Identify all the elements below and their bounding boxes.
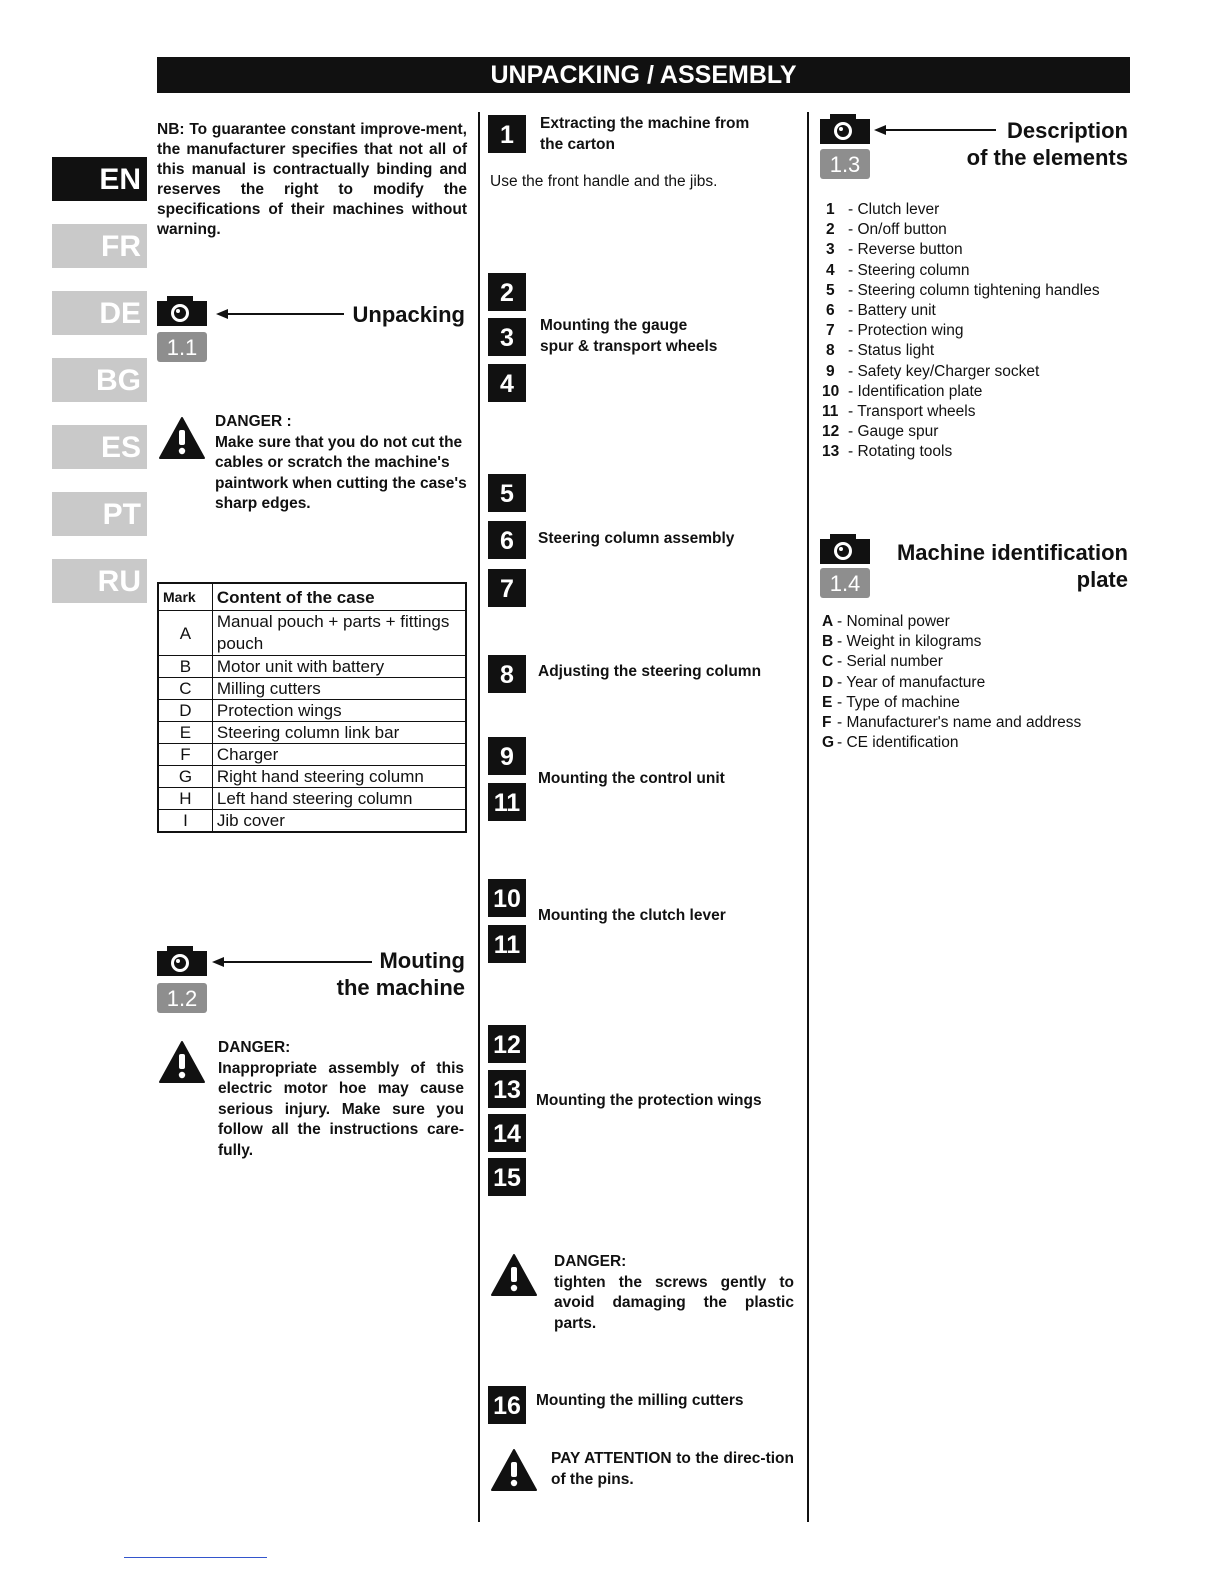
elements-list	[822, 200, 1126, 463]
plate-list	[822, 612, 1122, 753]
lang-tab-en[interactable]: EN	[52, 157, 147, 201]
arrow-line	[226, 313, 344, 315]
camera-icon	[820, 534, 870, 564]
step-number: 1	[488, 115, 526, 153]
section-title-line: Mouting	[379, 948, 465, 973]
item-number: 2	[826, 221, 835, 239]
danger-label: DANGER:	[554, 1253, 627, 1270]
danger-label: DANGER:	[218, 1039, 291, 1056]
section-badge: 1.2	[157, 983, 207, 1013]
step-title: Mounting the protection wings	[536, 1092, 762, 1109]
step-number: 3	[488, 318, 526, 356]
item-text: - Battery unit	[848, 302, 936, 320]
lang-tab-bg[interactable]: BG	[52, 358, 147, 402]
section-title-line: Description	[1006, 118, 1128, 143]
mark-cell: E	[158, 722, 212, 744]
content-cell: Manual pouch + parts + fittings pouch	[212, 611, 466, 656]
pins-attention-note: PAY ATTENTION to the direc-tion of the pins.	[551, 1450, 794, 1488]
item-text: - Type of machine	[837, 693, 960, 711]
mark-cell: I	[158, 810, 212, 833]
camera-icon	[820, 114, 870, 144]
item-letter: F	[822, 714, 832, 732]
content-cell: Milling cutters	[212, 678, 466, 700]
list-item	[822, 713, 1122, 733]
step-number: 11	[488, 925, 526, 963]
danger-cut-warning	[215, 412, 467, 515]
item-number: 7	[826, 322, 835, 340]
lang-tab-de[interactable]: DE	[52, 291, 147, 335]
item-number: 5	[826, 281, 835, 299]
list-item	[822, 402, 1126, 422]
danger-label: DANGER :	[215, 413, 292, 430]
list-item	[822, 673, 1122, 693]
step-number: 12	[488, 1025, 526, 1063]
content-cell: Steering column link bar	[212, 722, 466, 744]
section-title-line: of the elements	[966, 145, 1128, 170]
step-number: 16	[488, 1386, 526, 1424]
step-note: Use the front handle and the jibs.	[490, 173, 718, 190]
mark-cell: A	[158, 611, 212, 656]
item-number: 3	[826, 241, 835, 259]
warning-triangle-icon	[490, 1253, 538, 1297]
item-text: - Steering column	[848, 261, 970, 279]
item-number: 9	[826, 362, 835, 380]
step-title: Mounting the clutch lever	[538, 907, 726, 924]
section-title-identification	[880, 539, 1128, 593]
danger-text: Make sure that you do not cut the cables or scratch the machine's paintwork when cutting the case's sharp edges.	[215, 433, 467, 512]
item-number: 8	[826, 342, 835, 360]
item-text: - Weight in kilograms	[837, 633, 982, 651]
step-title: Steering column assembly	[538, 530, 735, 547]
section-title-line: the machine	[336, 975, 465, 1000]
list-item	[822, 612, 1122, 632]
section-title-line: Machine identification	[896, 540, 1128, 565]
list-item	[826, 200, 1126, 220]
table-row	[158, 766, 466, 788]
nb-notice: NB: To guarantee constant improve-ment, the manufacturer specifies that not all of this manual is contractually binding and reserves the right to modify the specifications of their machines without warning.	[157, 121, 467, 238]
table-row	[158, 700, 466, 722]
list-item	[822, 652, 1122, 672]
list-item	[826, 362, 1126, 382]
step-number: 7	[488, 569, 526, 607]
item-text: - Manufacturer's name and address	[837, 714, 1082, 732]
content-cell: Left hand steering column	[212, 788, 466, 810]
table-row	[158, 788, 466, 810]
list-item	[826, 281, 1126, 301]
mark-cell: C	[158, 678, 212, 700]
item-number: 13	[822, 443, 840, 461]
step-title: Mounting the milling cutters	[536, 1392, 744, 1409]
list-item	[826, 301, 1126, 321]
content-cell: Jib cover	[212, 810, 466, 833]
table-row	[158, 678, 466, 700]
item-letter: G	[822, 734, 835, 752]
step-title: Mounting the control unit	[538, 770, 725, 787]
step-number: 15	[488, 1158, 526, 1196]
table-header-row	[158, 583, 466, 611]
column-header-content: Content of the case	[212, 583, 466, 611]
case-contents-table	[157, 582, 467, 833]
table-row	[158, 722, 466, 744]
content-cell: Protection wings	[212, 700, 466, 722]
lang-tab-ru[interactable]: RU	[52, 559, 147, 603]
step-number: 13	[488, 1070, 526, 1108]
list-item	[826, 220, 1126, 240]
list-item	[826, 261, 1126, 281]
item-text: - Transport wheels	[848, 403, 976, 421]
item-text: - Serial number	[837, 653, 943, 671]
mark-cell: B	[158, 656, 212, 678]
item-text: - Status light	[848, 342, 935, 360]
item-number: 11	[822, 403, 839, 421]
item-letter: A	[822, 613, 834, 630]
table-row	[158, 611, 466, 656]
content-cell: Motor unit with battery	[212, 656, 466, 678]
content-cell: Charger	[212, 744, 466, 766]
table-row	[158, 810, 466, 833]
item-number: 6	[826, 302, 835, 320]
step-number: 10	[488, 879, 526, 917]
list-item	[822, 382, 1126, 402]
mark-cell: D	[158, 700, 212, 722]
step-title: Adjusting the steering column	[538, 663, 762, 680]
item-letter: B	[822, 633, 834, 651]
step-number: 14	[488, 1114, 526, 1152]
step-title	[540, 316, 800, 357]
step-number: 8	[488, 655, 526, 693]
item-text: - Nominal power	[837, 613, 950, 630]
list-item	[826, 321, 1126, 341]
warning-triangle-icon	[490, 1448, 538, 1492]
list-item	[826, 341, 1126, 361]
item-letter: E	[822, 693, 833, 711]
warning-triangle-icon	[158, 416, 206, 460]
mark-cell: F	[158, 744, 212, 766]
item-text: - Clutch lever	[848, 201, 940, 218]
section-badge: 1.4	[820, 568, 870, 598]
step-title	[540, 114, 800, 155]
list-item	[826, 240, 1126, 260]
item-letter: C	[822, 653, 834, 671]
item-text: - CE identification	[837, 734, 959, 752]
column-divider	[478, 112, 480, 1522]
lang-tab-es[interactable]: ES	[52, 425, 147, 469]
table-row	[158, 656, 466, 678]
list-item	[822, 442, 1126, 462]
step-number: 9	[488, 737, 526, 775]
section-badge: 1.1	[157, 332, 207, 362]
item-text: - Protection wing	[848, 322, 964, 340]
section-title-mounting	[300, 947, 465, 1001]
step-number: 4	[488, 364, 526, 402]
footer-line	[124, 1557, 267, 1558]
warning-triangle-icon	[158, 1040, 206, 1084]
column-header-mark: Mark	[158, 583, 212, 611]
item-text: - Identification plate	[848, 382, 983, 400]
item-text: - Year of manufacture	[837, 673, 986, 691]
camera-icon	[157, 296, 207, 326]
step-number: 5	[488, 474, 526, 512]
danger-assembly-warning	[218, 1038, 464, 1161]
danger-screws-warning	[554, 1252, 794, 1334]
item-text: - Safety key/Charger socket	[848, 362, 1040, 380]
item-number: 4	[826, 261, 835, 279]
item-number: 10	[822, 382, 840, 400]
section-badge: 1.3	[820, 149, 870, 179]
step-number: 2	[488, 273, 526, 311]
page-title: UNPACKING / ASSEMBLY	[157, 57, 1130, 93]
list-item	[822, 632, 1122, 652]
list-item	[822, 693, 1122, 713]
list-item	[822, 733, 1122, 753]
step-number: 11	[488, 783, 526, 821]
item-text: - Gauge spur	[848, 423, 939, 441]
list-item	[822, 422, 1126, 442]
step-title-line: Extracting the machine from	[540, 115, 750, 132]
table-row	[158, 744, 466, 766]
step-title-line: the carton	[540, 135, 615, 153]
step-title-line: spur & transport wheels	[540, 337, 718, 355]
lang-tab-fr[interactable]: FR	[52, 224, 147, 268]
content-cell: Right hand steering column	[212, 766, 466, 788]
item-text: - On/off button	[848, 221, 947, 239]
section-title-unpacking: Unpacking	[352, 302, 465, 327]
lang-tab-pt[interactable]: PT	[52, 492, 147, 536]
danger-text: Inappropriate assembly of this electric motor hoe may cause serious injury. Make sure you follow all the instructions care-fully.	[218, 1059, 464, 1159]
mark-cell: G	[158, 766, 212, 788]
section-title-line: plate	[1076, 567, 1128, 592]
item-number: 12	[822, 423, 840, 441]
item-text: - Rotating tools	[848, 443, 953, 461]
item-text: - Steering column tightening handles	[848, 281, 1100, 299]
step-number: 6	[488, 521, 526, 559]
item-number: 1	[826, 201, 835, 218]
item-letter: D	[822, 673, 834, 691]
item-text: - Reverse button	[848, 241, 963, 259]
camera-icon	[157, 946, 207, 976]
step-title-line: Mounting the gauge	[540, 317, 688, 334]
column-divider	[807, 112, 809, 1522]
section-title-description	[900, 117, 1128, 171]
mark-cell: H	[158, 788, 212, 810]
danger-text: tighten the screws gently to avoid damaging the plastic parts.	[554, 1273, 794, 1332]
